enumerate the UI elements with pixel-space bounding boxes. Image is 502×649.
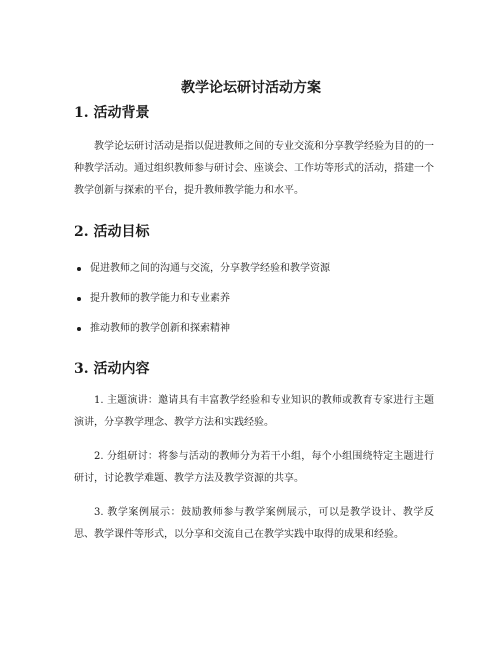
bullet-icon <box>77 267 81 271</box>
list-item <box>74 262 434 276</box>
goal-text: 促进教师之间的沟通与交流，分享教学经验和教学资源 <box>90 263 330 274</box>
section-heading-background: 1. 活动背景 <box>74 105 150 121</box>
content-item-3: 3. 教学案例展示：鼓励教师参与教学案例展示，可以是教学设计、教学反思、教学课件等形式，以分享和交流自己在教学实践中取得的成果和经验。 <box>74 507 434 540</box>
section-heading-goals: 2. 活动目标 <box>74 224 150 240</box>
goal-text: 推动教师的教学创新和探索精神 <box>90 323 230 334</box>
bullet-icon <box>77 327 81 331</box>
bullet-icon <box>77 297 81 301</box>
list-item <box>74 322 434 336</box>
background-paragraph: 教学论坛研讨活动是指以促进教师之间的专业交流和分享教学经验为目的的一种教学活动。通过组织教师参与研讨会、座谈会、工作坊等形式的活动，搭建一个教学创新与探索的平台，提升教师教学能力和水平。 <box>74 141 434 196</box>
goal-text: 提升教师的教学能力和专业素养 <box>90 293 230 304</box>
section-heading-content: 3. 活动内容 <box>74 361 150 377</box>
content-item-1: 1. 主题演讲：邀请具有丰富教学经验和专业知识的教师或教育专家进行主题演讲，分享教学理念、教学方法和实践经验。 <box>74 395 434 428</box>
content-item-2: 2. 分组研讨：将参与活动的教师分为若干小组，每个小组围绕特定主题进行研讨，讨论教学难题、教学方法及教学资源的共享。 <box>74 451 434 484</box>
goals-list <box>74 262 434 352</box>
document-title: 教学论坛研讨活动方案 <box>181 80 321 96</box>
list-item <box>74 292 434 306</box>
